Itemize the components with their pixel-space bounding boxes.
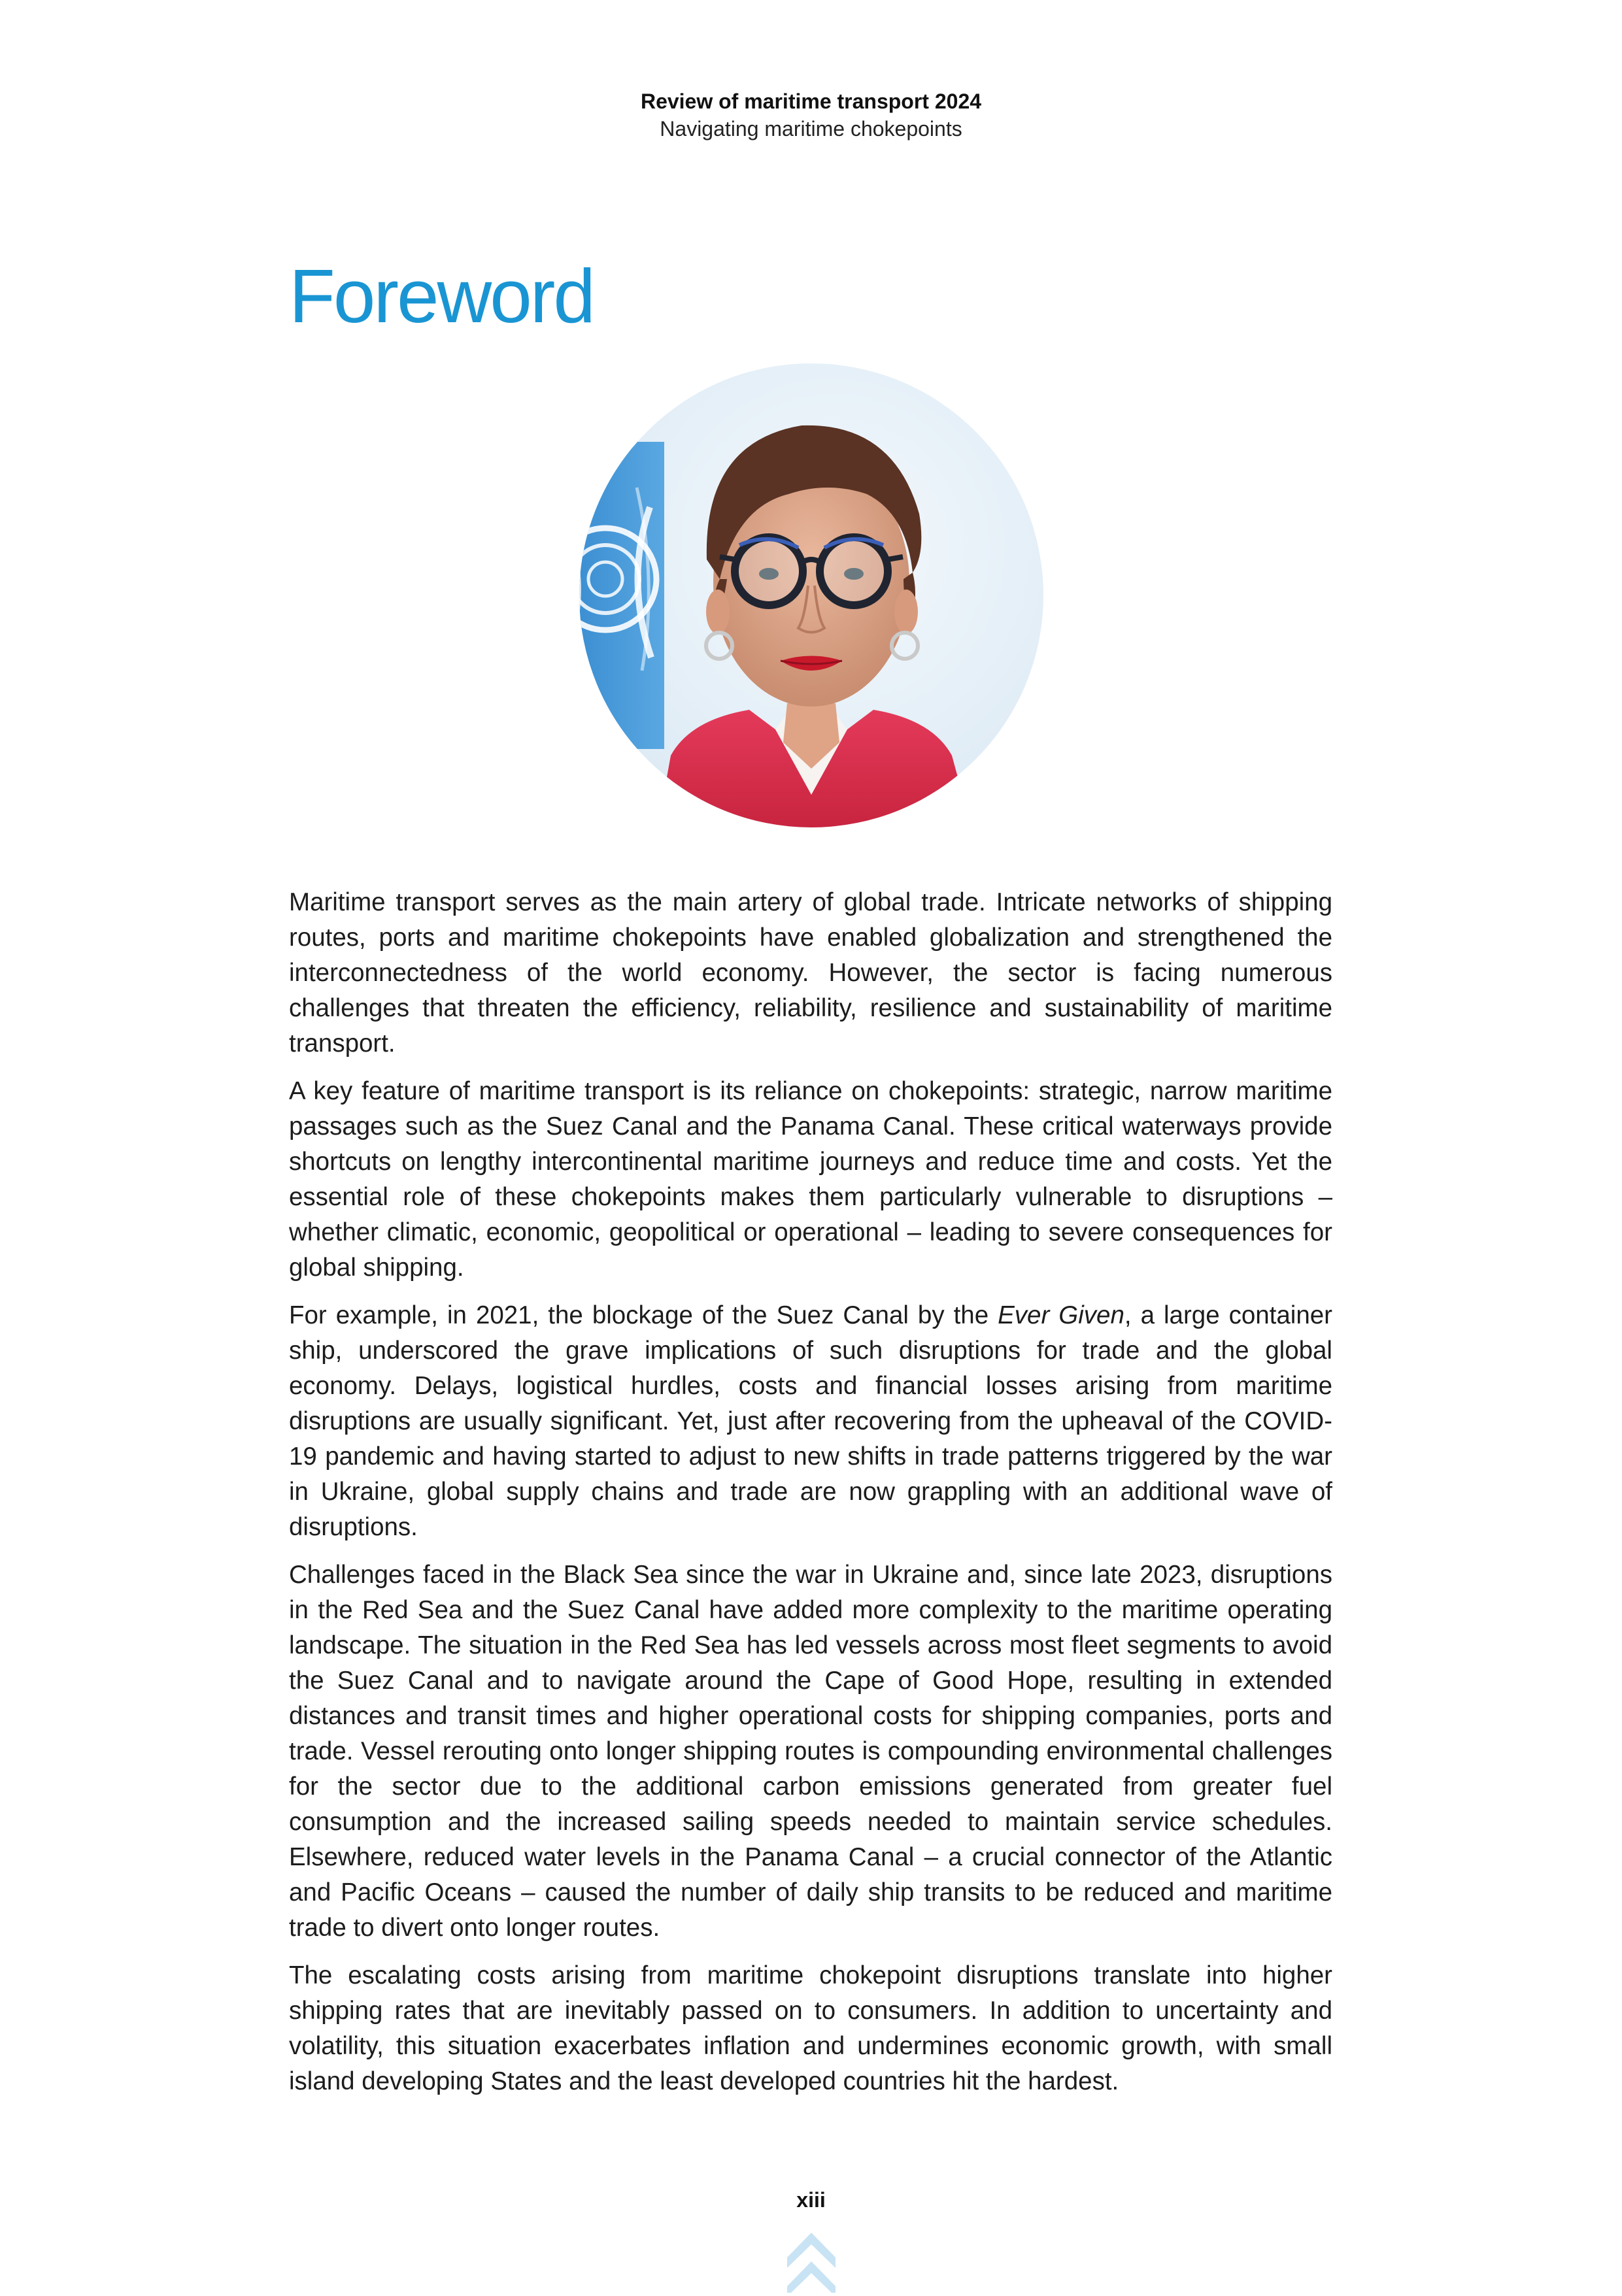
paragraph (289, 1298, 1332, 1545)
paragraph: The escalating costs arising from maritime chokepoint disruptions translate into higher shipping rates that are inevitably passed on to consumers. In addition to uncertainty and volatility, this situation exacerbates inflation and undermines economic growth, with small island developing States and the least developed countries hit the hardest. (289, 1961, 1332, 2095)
portrait-photo (579, 363, 1043, 827)
ship-name: Ever Given (998, 1301, 1124, 1329)
paragraph: A key feature of maritime transport is its reliance on chokepoints: strategic, narrow maritime passages such as the Suez Canal and the Panama Canal. These critical waterways provide shortcuts on lengthy intercontinental maritime journeys and reduce time and costs. Yet the essential role of these chokepoints makes them particularly vulnerable to disruptions – whether climatic, economic, geopolitical or operational – leading to severe consequences for global shipping. (289, 1077, 1332, 1282)
back-to-top-button[interactable] (785, 2227, 838, 2293)
report-title: Review of maritime transport 2024 (640, 90, 982, 113)
paragraph-text: , a large container ship, underscored the grave implications of such disruptions for trade and the global economy. Delays, logistical hurdles, costs and financial losses arising from maritime disruptions are usually significant. Yet, just after recovering from the upheaval of the COVID-19 pandemic and having started to adjust to new shifts in trade patterns triggered by the war in Ukraine, global supply chains and trade are now grappling with an additional wave of disruptions. (289, 1301, 1332, 1541)
paragraph-text: For example, in 2021, the blockage of the Suez Canal by the (289, 1301, 998, 1329)
chevron-up-icon (785, 2227, 838, 2293)
page-title: Foreword (289, 254, 594, 339)
page-number: xiii (796, 2188, 826, 2212)
report-subtitle: Navigating maritime chokepoints (660, 117, 962, 141)
paragraph: Maritime transport serves as the main artery of global trade. Intricate networks of shipping routes, ports and maritime chokepoints have enabled globalization and strengthened the interconnectedness of the world economy. However, the sector is facing numerous challenges that threaten the efficiency, reliability, resilience and sustainability of maritime transport. (289, 888, 1332, 1057)
foreword-body (289, 885, 1332, 2112)
un-flag (579, 442, 664, 749)
paragraph: Challenges faced in the Black Sea since the war in Ukraine and, since late 2023, disruptions in the Red Sea and the Suez Canal have added more complexity to the maritime operating landscape. The situation in the Red Sea has led vessels across most fleet segments to avoid the Suez Canal and to navigate around the Cape of Good Hope, resulting in extended distances and transit times and higher operational costs for shipping companies, ports and trade. Vessel rerouting onto longer shipping routes is compounding environmental challenges for the sector due to the additional carbon emissions generated from greater fuel consumption and the increased sailing speeds needed to maintain service schedules. Elsewhere, reduced water levels in the Panama Canal – a crucial connector of the Atlantic and Pacific Oceans – caused the number of daily ship transits to be reduced and maritime trade to divert onto longer routes. (289, 1561, 1332, 1942)
running-header (0, 88, 1622, 142)
